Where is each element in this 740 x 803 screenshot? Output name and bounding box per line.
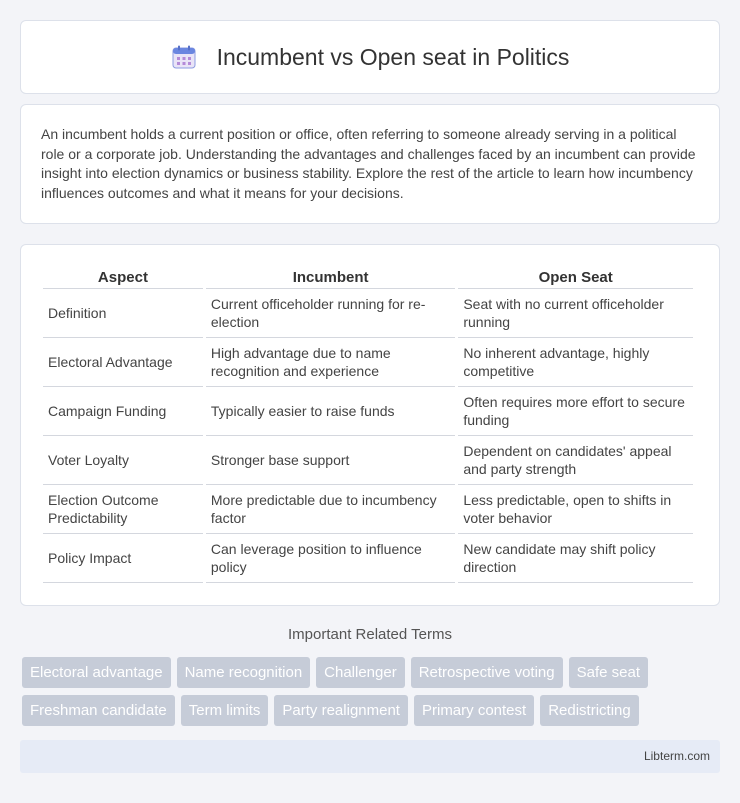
related-terms-title: Important Related Terms xyxy=(288,626,452,643)
tag-link[interactable]: Term limits xyxy=(181,695,269,726)
comparison-table xyxy=(40,265,696,583)
tag-link[interactable]: Primary contest xyxy=(414,695,534,726)
intro-text: An incumbent holds a current position or office, often referring to someone already serving in a political role or a corporate job. Understanding the advantages and challenges faced by an incumbent can provide insight into election dynamics or business stability. Explore the rest of the article to learn how incumbency influences outcomes and what it means for your decisions. xyxy=(41,126,696,201)
header-incumbent: Incumbent xyxy=(206,265,455,289)
cell-aspect: Campaign Funding xyxy=(43,387,203,436)
tag-link[interactable]: Freshman candidate xyxy=(22,695,175,726)
tag-link[interactable]: Retrospective voting xyxy=(411,657,563,688)
table-header-row xyxy=(43,265,693,289)
cell-aspect: Voter Loyalty xyxy=(43,436,203,485)
footer xyxy=(20,740,720,773)
cell-open-seat: New candidate may shift policy direction xyxy=(458,534,693,583)
cell-open-seat: Seat with no current officeholder running xyxy=(458,289,693,338)
page-title: Incumbent vs Open seat in Politics xyxy=(216,43,570,70)
cell-open-seat: Less predictable, open to shifts in voter behavior xyxy=(458,485,693,534)
related-terms xyxy=(22,657,722,733)
cell-open-seat: No inherent advantage, highly competitive xyxy=(458,338,693,387)
table-row xyxy=(43,485,693,534)
tag-row xyxy=(22,657,722,688)
header-open-seat: Open Seat xyxy=(458,265,693,289)
cell-incumbent: Typically easier to raise funds xyxy=(206,387,455,436)
tag-link[interactable]: Safe seat xyxy=(569,657,648,688)
tag-link[interactable]: Party realignment xyxy=(274,695,408,726)
tag-link[interactable]: Electoral advantage xyxy=(22,657,171,688)
table-row xyxy=(43,387,693,436)
cell-aspect: Definition xyxy=(43,289,203,338)
comparison-table-card xyxy=(20,244,720,606)
title-card xyxy=(20,20,720,94)
cell-incumbent: Can leverage position to influence policy xyxy=(206,534,455,583)
intro-card xyxy=(20,104,720,224)
tag-link[interactable]: Redistricting xyxy=(540,695,639,726)
cell-incumbent: Stronger base support xyxy=(206,436,455,485)
cell-incumbent: More predictable due to incumbency factor xyxy=(206,485,455,534)
cell-aspect: Policy Impact xyxy=(43,534,203,583)
cell-incumbent: High advantage due to name recognition and experience xyxy=(206,338,455,387)
tag-row xyxy=(22,695,722,726)
table-row xyxy=(43,338,693,387)
cell-incumbent: Current officeholder running for re-election xyxy=(206,289,455,338)
cell-open-seat: Often requires more effort to secure funding xyxy=(458,387,693,436)
table-row xyxy=(43,289,693,338)
cell-aspect: Electoral Advantage xyxy=(43,338,203,387)
table-row xyxy=(43,534,693,583)
header-aspect: Aspect xyxy=(43,265,203,289)
cell-open-seat: Dependent on candidates' appeal and party strength xyxy=(458,436,693,485)
cell-aspect: Election Outcome Predictability xyxy=(43,485,203,534)
table-row xyxy=(43,436,693,485)
footer-site-link[interactable]: Libterm.com xyxy=(643,749,710,763)
calendar-icon xyxy=(171,44,197,70)
tag-link[interactable]: Name recognition xyxy=(177,657,311,688)
tag-link[interactable]: Challenger xyxy=(316,657,405,688)
